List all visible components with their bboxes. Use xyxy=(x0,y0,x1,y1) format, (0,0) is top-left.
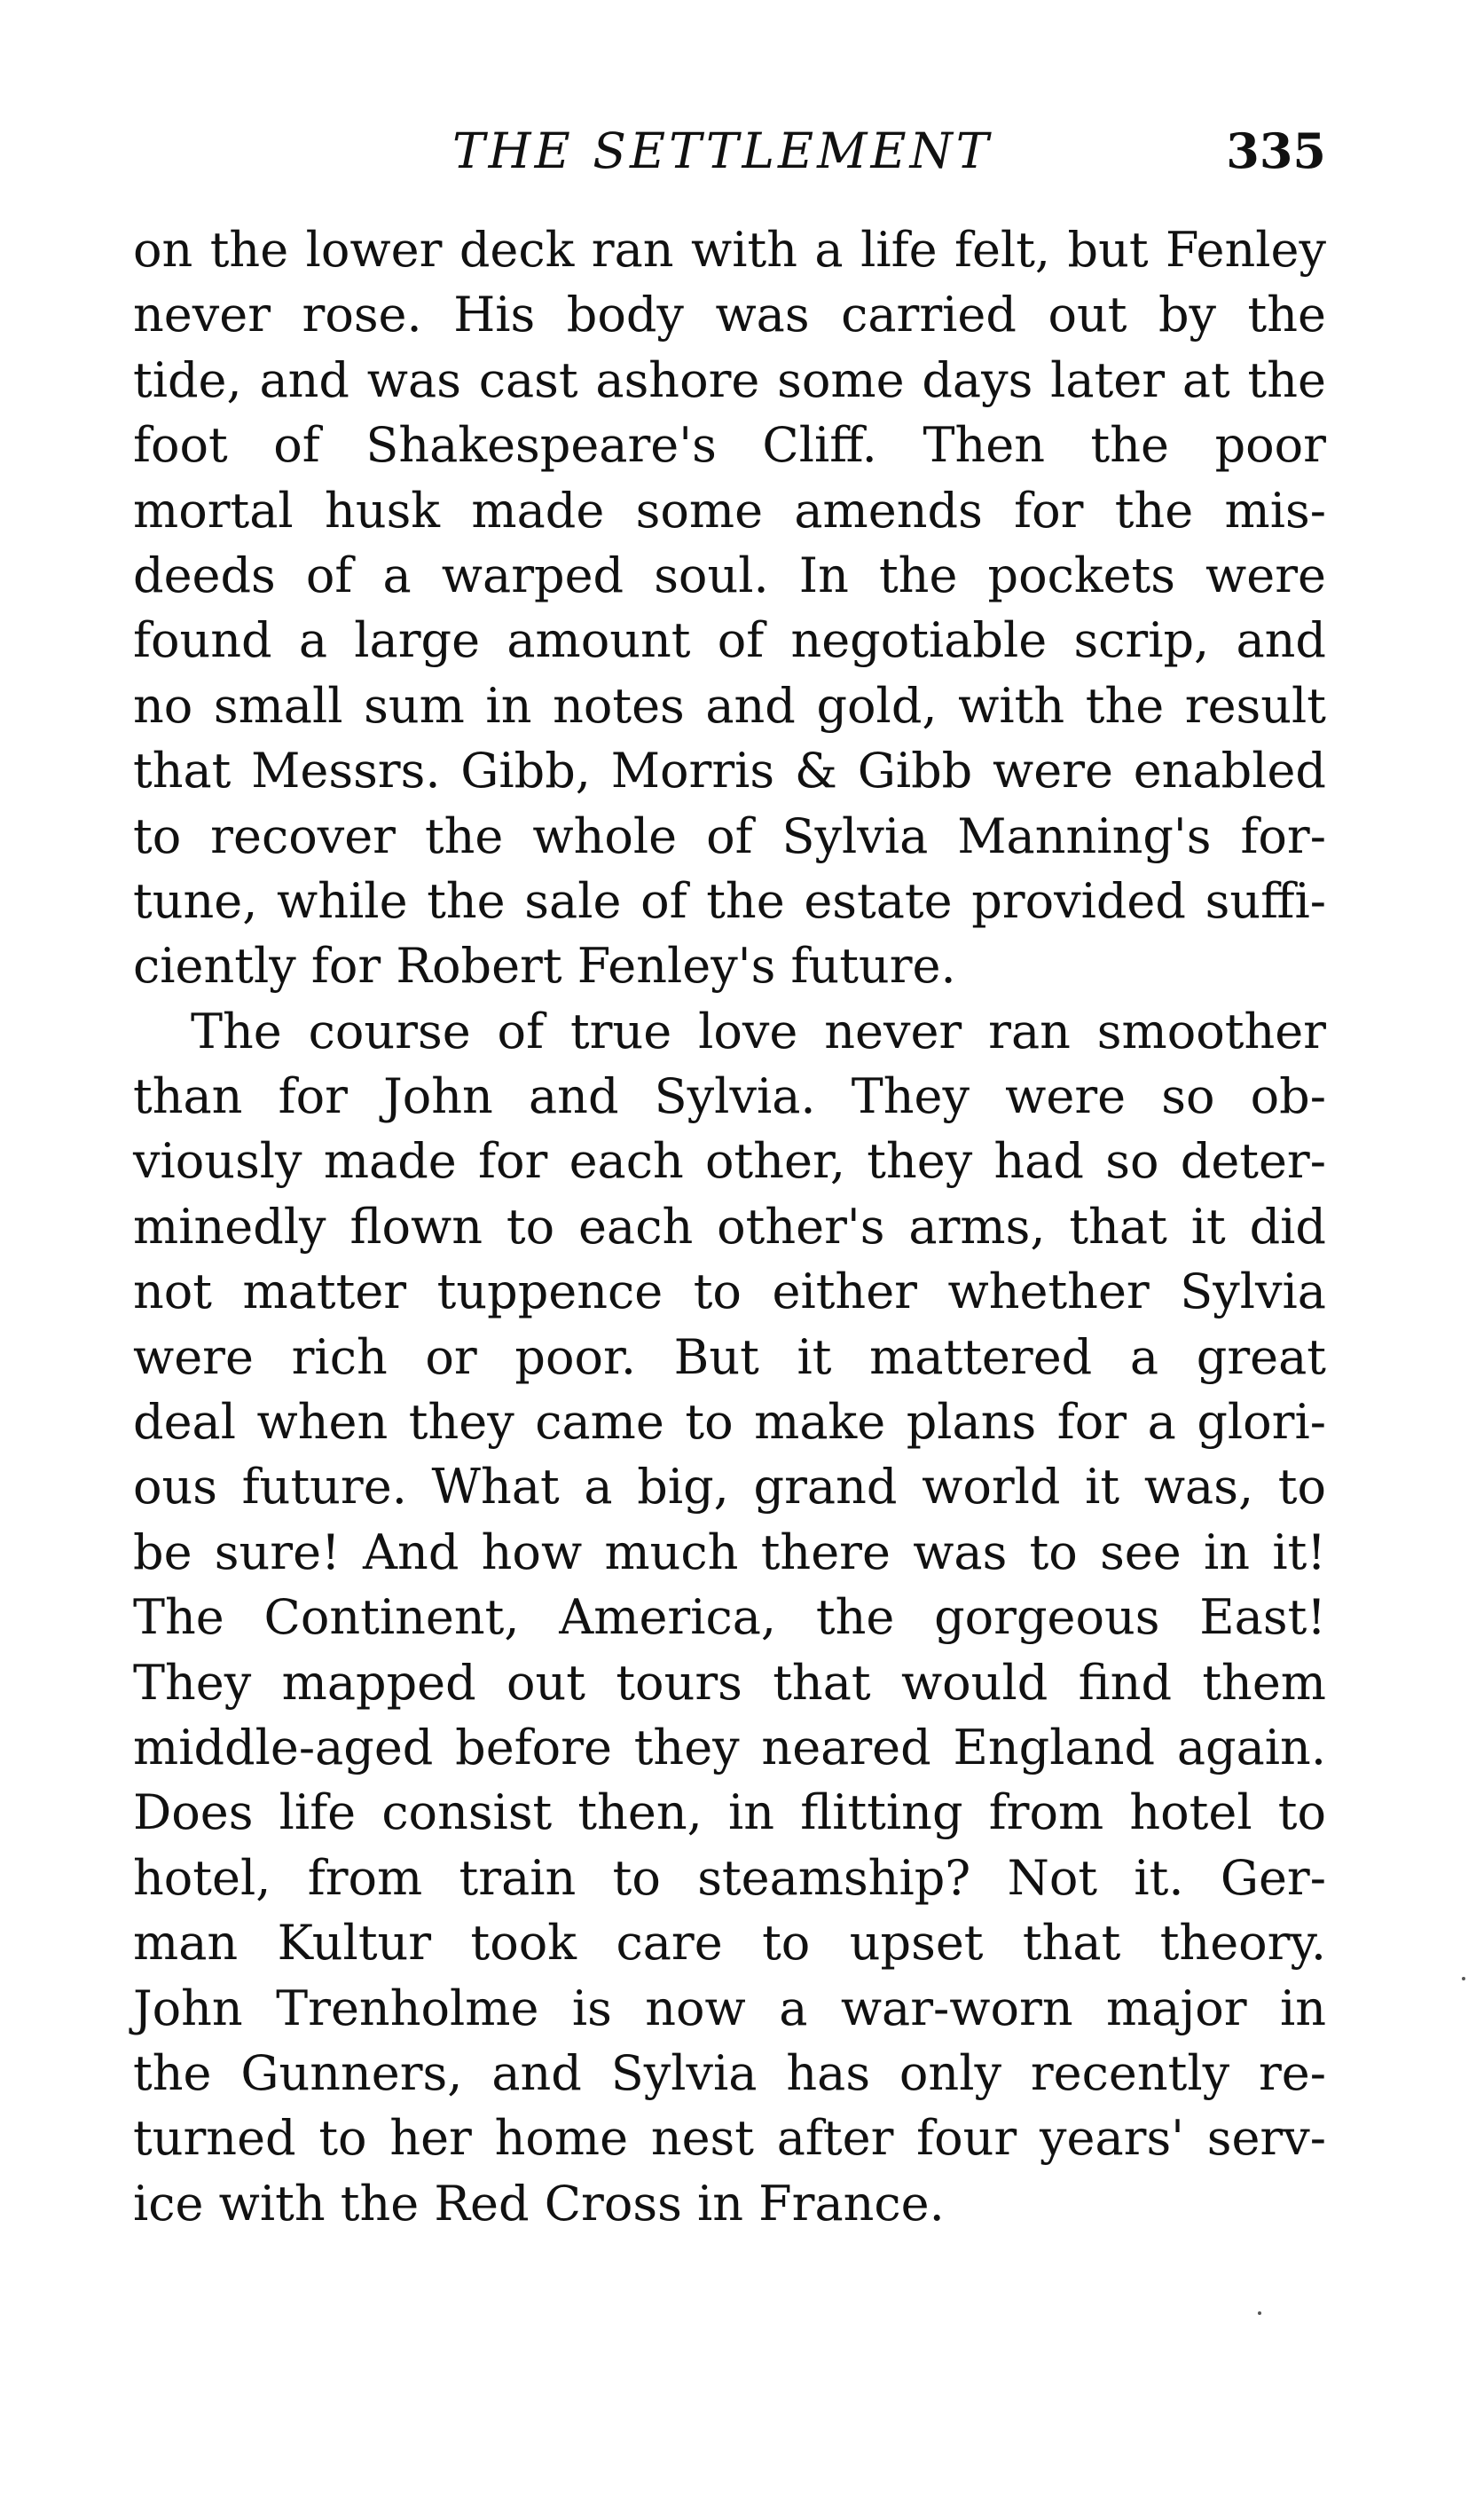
text-line: deal when they came to make plans for a glori- xyxy=(133,1394,1326,1451)
text-line: never rose. His body was carried out by the xyxy=(133,287,1326,343)
text-line: mortal husk made some amends for the mis- xyxy=(133,482,1326,539)
print-speck xyxy=(1462,1977,1465,1980)
body-text xyxy=(133,217,1326,2236)
paragraph-2 xyxy=(133,999,1326,2236)
text-line: man Kultur took care to upset that theory. xyxy=(133,1915,1326,1972)
text-line: hotel, from train to steamship? Not it. Ger- xyxy=(133,1849,1326,1906)
text-line: no small sum in notes and gold, with the result xyxy=(133,677,1326,734)
text-line: The course of true love never ran smoother xyxy=(191,1003,1326,1059)
text-line: be sure! And how much there was to see in it! xyxy=(133,1523,1326,1580)
text-line: The Continent, America, the gorgeous East! xyxy=(133,1589,1326,1646)
text-line: the Gunners, and Sylvia has only recently re- xyxy=(133,2044,1326,2101)
text-line: tune, while the sale of the estate provided suffi- xyxy=(133,872,1326,929)
text-line: ciently for Robert Fenley's future. xyxy=(133,938,956,995)
text-line: not matter tuppence to either whether Sylvia xyxy=(133,1263,1326,1320)
page-number: 335 xyxy=(1226,122,1326,179)
text-line: were rich or poor. But it mattered a great xyxy=(133,1328,1326,1385)
text-line: than for John and Sylvia. They were so ob- xyxy=(133,1068,1326,1125)
text-line: tide, and was cast ashore some days later at the xyxy=(133,351,1326,408)
paragraph-1 xyxy=(133,217,1326,999)
text-line: They mapped out tours that would find them xyxy=(133,1654,1326,1711)
text-line: foot of Shakespeare's Cliff. Then the poor xyxy=(133,417,1326,474)
text-line: Does life consist then, in flitting from hotel to xyxy=(133,1784,1326,1841)
text-line: middle-aged before they neared England again. xyxy=(133,1719,1326,1775)
text-line: minedly flown to each other's arms, that it did xyxy=(133,1198,1326,1255)
text-line: viously made for each other, they had so deter- xyxy=(133,1133,1326,1190)
text-line: to recover the whole of Sylvia Manning's for- xyxy=(133,807,1326,864)
running-title: THE SETTLEMENT xyxy=(452,122,993,179)
text-line: John Trenholme is now a war-worn major in xyxy=(133,1980,1326,2036)
text-line: ice with the Red Cross in France. xyxy=(133,2175,945,2232)
text-line: turned to her home nest after four years' serv- xyxy=(133,2110,1326,2167)
text-line: that Messrs. Gibb, Morris & Gibb were enabled xyxy=(133,743,1326,799)
running-head xyxy=(133,120,1326,191)
text-line: deeds of a warped soul. In the pockets were xyxy=(133,547,1326,603)
text-line: on the lower deck ran with a life felt, but Fenley xyxy=(133,222,1326,278)
text-line: ous future. What a big, grand world it was, to xyxy=(133,1459,1326,1515)
text-line: found a large amount of negotiable scrip, and xyxy=(133,612,1326,669)
print-speck xyxy=(1258,2311,1261,2315)
